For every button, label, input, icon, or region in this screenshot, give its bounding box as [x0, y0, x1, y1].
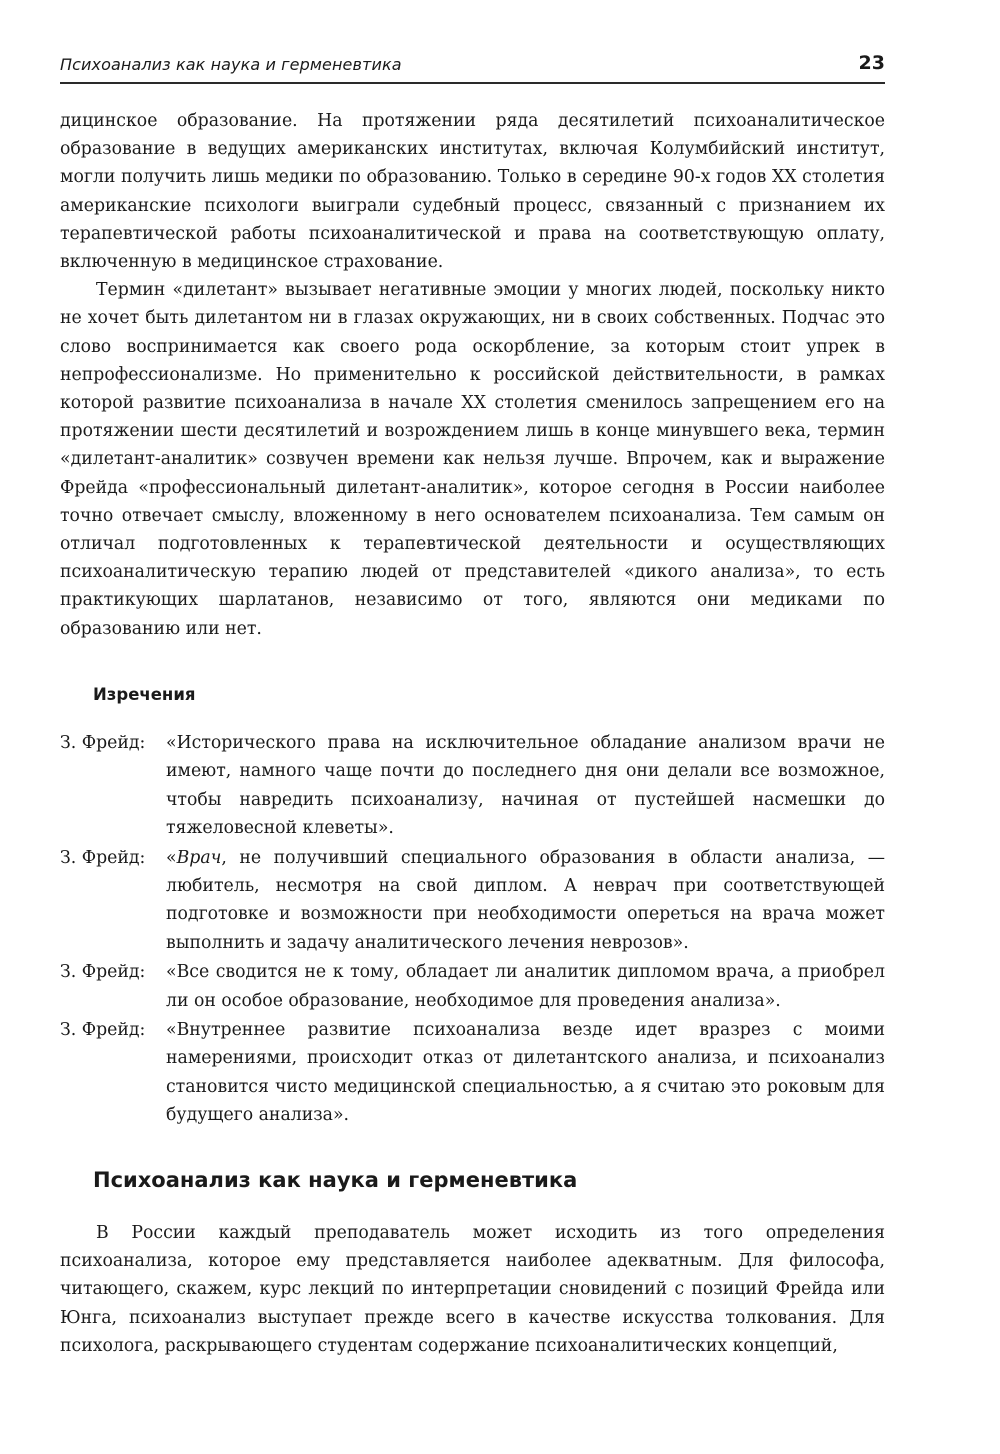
- saying-author: З. Фрейд:: [60, 1020, 146, 1041]
- saying-item: [60, 844, 885, 958]
- saying-author: З. Фрейд:: [60, 847, 146, 868]
- body-text-section: [60, 1219, 885, 1360]
- paragraph-dilettante: Термин «дилетант» вызывает негативные эмоции у многих людей, поскольку никто не хочет быть дилетантом ни в глазах окружающих, ни в своих собственных. Подчас это слово воспринимается как своего рода оскорбление, за которым стоит упрек в непрофессионализме. Но применительно к российской действительности, в рамках которой развитие психоанализа в начале XX столетия сменилось запрещением его на протяжении шести десятилетий и возрождением лишь в конце минувшего века, термин «дилетант-аналитик» созвучен времени как нельзя лучше. Впрочем, как и выражение Фрейда «профессиональный дилетант-аналитик», которое сегодня в России наиболее точно отвечает смыслу, вложенному в него основателем психоанализа. Тем самым он отличал подготовленных к терапевтической деятельности и осуществляющих психоаналитическую терапию людей от представителей «дикого анализа», то есть практикующих шарлатанов, независимо от того, являются они медиками по образованию или нет.: [60, 280, 885, 639]
- sayings-list: [60, 729, 885, 1131]
- running-title: Психоанализ как наука и герменевтика: [60, 55, 402, 74]
- page-number: 23: [858, 52, 885, 74]
- saying-text-rest: , не получивший специального образования в области анализа, — любитель, несмотря на свой диплом. А неврач при соответствующей подготовке и возможности при необходимости опереться на врача может выполнить и задачу аналитического лечения неврозов».: [166, 847, 885, 953]
- section-paragraph: В России каждый преподаватель может исходить из того определения психоанализа, которое ему представляется наиболее адекватным. Для философа, читающего, скажем, курс лекций по интерпретации сновидений с позиций Фрейда или Юнга, психоанализ выступает прежде всего в качестве искусства толкования. Для психолога, раскрывающего студентам содержание психоаналитических концепций,: [60, 1223, 885, 1356]
- saying-author: З. Фрейд:: [60, 733, 146, 753]
- saying-item: [60, 958, 885, 1015]
- saying-item: [60, 729, 885, 843]
- saying-author: З. Фрейд:: [60, 962, 146, 983]
- saying-text: «Все сводится не к тому, обладает ли аналитик дипломом врача, а приобрел ли он особое образование, необходимое для проведения анализа».: [166, 962, 885, 1011]
- saying-italic-word: Врач: [176, 847, 222, 868]
- saying-open-quote: «: [166, 847, 177, 868]
- sayings-label: Изречения: [93, 685, 196, 704]
- saying-item: [60, 1016, 885, 1130]
- section-heading: Психоанализ как наука и герменевтика: [93, 1168, 578, 1192]
- saying-text: «Внутреннее развитие психоанализа везде идет вразрез с моими намерениями, происходит отказ от дилетантского анализа, и психоанализ становится чисто медицинской специальностью, а я считаю это роковым для будущего анализа».: [166, 1020, 885, 1126]
- saying-text: [166, 844, 885, 958]
- body-text-top: [60, 107, 885, 643]
- running-head: [60, 52, 885, 84]
- paragraph-continued: дицинское образование. На протяжении ряда десятилетий психоаналитическое образование в ведущих американских институтах, включая Колумбийский институт, могли получить лишь медики по образованию. Только в середине 90-х годов XX столетия американские психологи выиграли судебный процесс, связанный с признанием их терапевтической работы психоаналитической и права на соответствующую оплату, включенную в медицинское страхование.: [60, 111, 885, 273]
- saying-text: «Исторического права на исключительное обладание анализом врачи не имеют, намного чаще почти до последнего дня они делали все возможное, чтобы навредить психоанализу, начиная от пустейшей насмешки до тяжеловесной клеветы».: [166, 733, 885, 839]
